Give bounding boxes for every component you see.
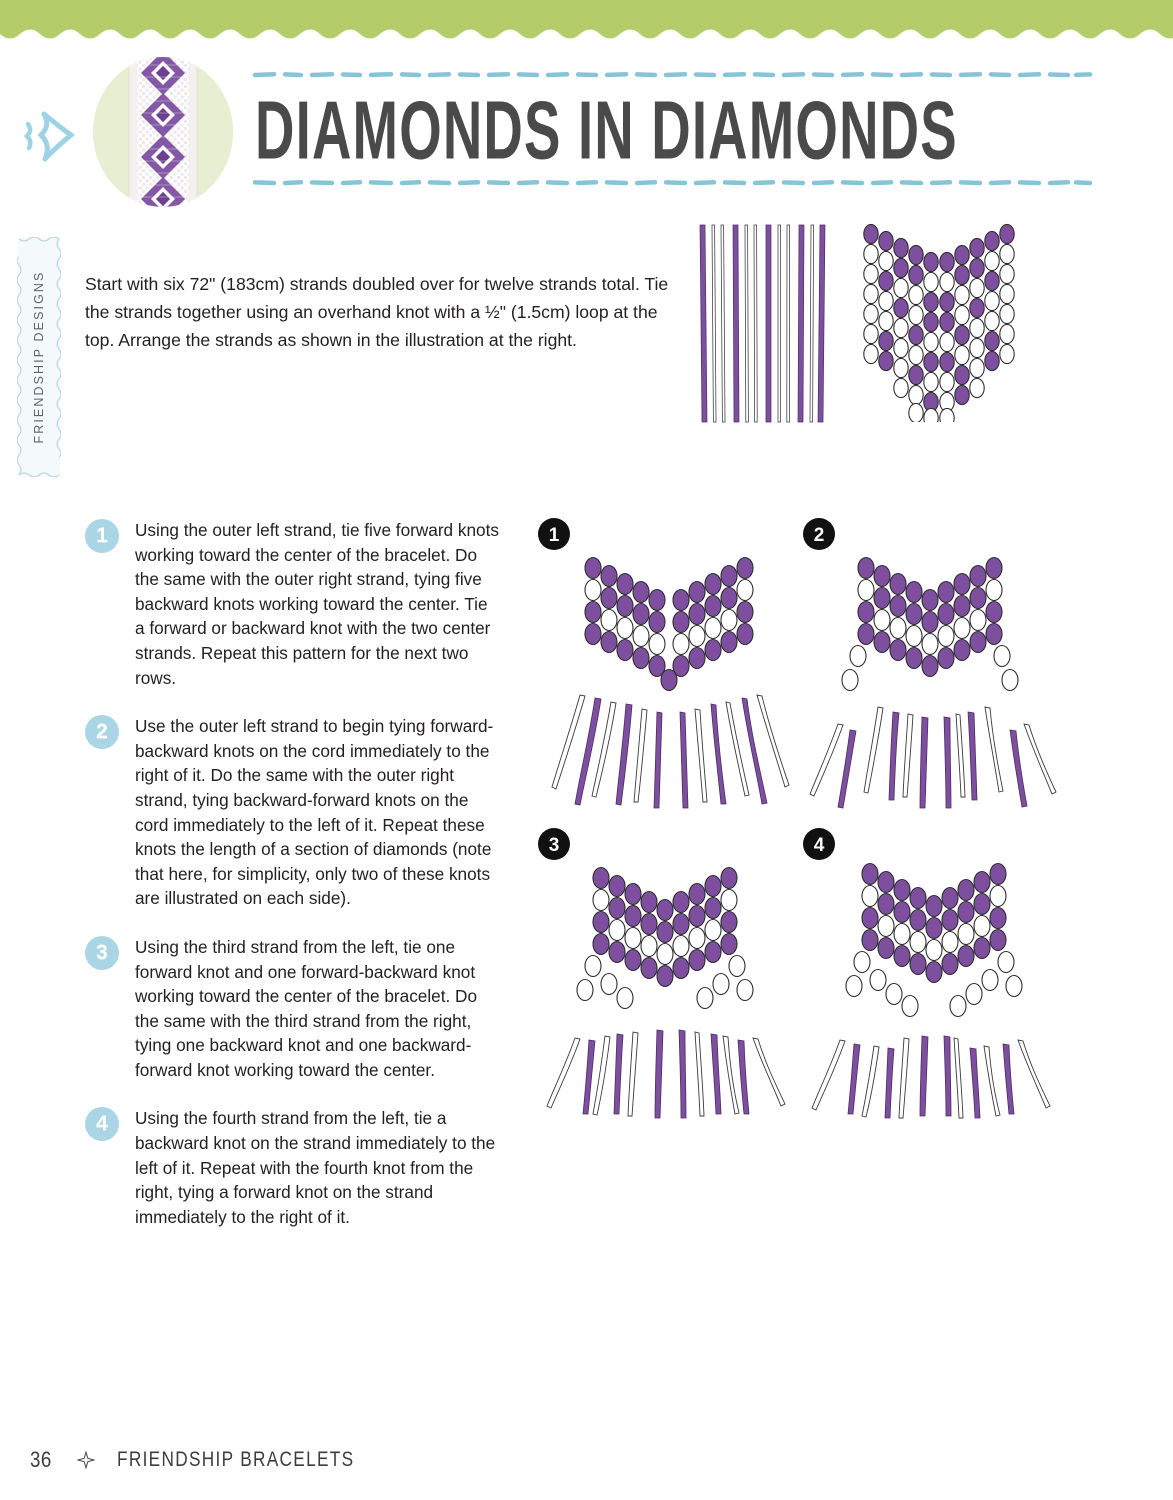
step-1-knotting-diagram [533, 512, 798, 812]
step-item [85, 714, 515, 911]
step-text: Using the outer left strand, tie five forward knots working toward the center of the bracelet. Do the same with the outer right strand, tying five backward knots working toward the center. Tie a forward or backward knot with the two center strands. Repeat this pattern for the next two rows. [135, 520, 499, 688]
four-point-star-icon [77, 1451, 95, 1469]
step-4-knotting-diagram [798, 822, 1063, 1122]
header-green-band [0, 0, 1173, 52]
bracelet-photo [93, 57, 233, 207]
page-footer [30, 1446, 407, 1474]
step-text: Using the fourth strand from the left, tie a backward knot on the strand immediately to the left of it. Repeat with the fourth knot from the right, tying a forward knot on the strand immediately to the right of it. [135, 1108, 496, 1227]
twelve-strands-diagram [695, 222, 840, 427]
steps-list [85, 518, 515, 1253]
step-text: Using the third strand from the left, tie one forward knot and one forward-backward knot working toward the center of the bracelet. Do the same with the third strand from the right, tying one backward knot and one backward-forward knot working toward the center. [135, 936, 478, 1080]
step-number-badge: 3 [85, 936, 119, 970]
diagram-badge-number: 1 [548, 525, 560, 546]
step-item [85, 1106, 515, 1229]
step-item [85, 518, 515, 690]
sidebar-section-label: FRIENDSHIP DESIGNS [32, 270, 46, 444]
step-number-badge: 2 [85, 715, 119, 749]
v-knot-pattern-diagram [862, 222, 1017, 422]
title-block [252, 68, 1102, 198]
sidebar-section-tab [17, 237, 61, 477]
title-dashed-rule-bottom [252, 178, 1092, 187]
step-number-badge: 4 [85, 1107, 119, 1141]
step-number-badge: 1 [85, 519, 119, 553]
page-title: DIAMONDS IN DIAMONDS [255, 84, 958, 177]
diagram-badge-number: 4 [813, 835, 825, 856]
intro-paragraph: Start with six 72" (183cm) strands doubled over for twelve strands total. Tie the strands together using an overhand knot with a ½" (1.5cm) loop at the top. Arrange the strands as shown in the illustration at the right. [85, 273, 669, 350]
scallop-shape [0, 0, 1173, 52]
book-title: FRIENDSHIP BRACELETS [117, 1448, 355, 1471]
title-dashed-rule-top [252, 70, 1092, 79]
step-3-knotting-diagram [533, 822, 798, 1122]
diagram-badge-number: 3 [548, 835, 560, 856]
step-item [85, 935, 515, 1083]
step-2-knotting-diagram [798, 512, 1063, 812]
step-text: Use the outer left strand to begin tying forward-backward knots on the cord immediately to the right of it. Do the same with the outer right strand, tying backward-forward knots on the cord immediately to the left of it. Repeat these knots the length of a section of diamonds (note that here, for simplicity, only two of these knots are illustrated on each side). [135, 716, 494, 909]
double-chevron-bird-icon [14, 96, 94, 176]
page-number: 36 [30, 1447, 52, 1472]
diagram-badge-number: 2 [813, 525, 825, 546]
